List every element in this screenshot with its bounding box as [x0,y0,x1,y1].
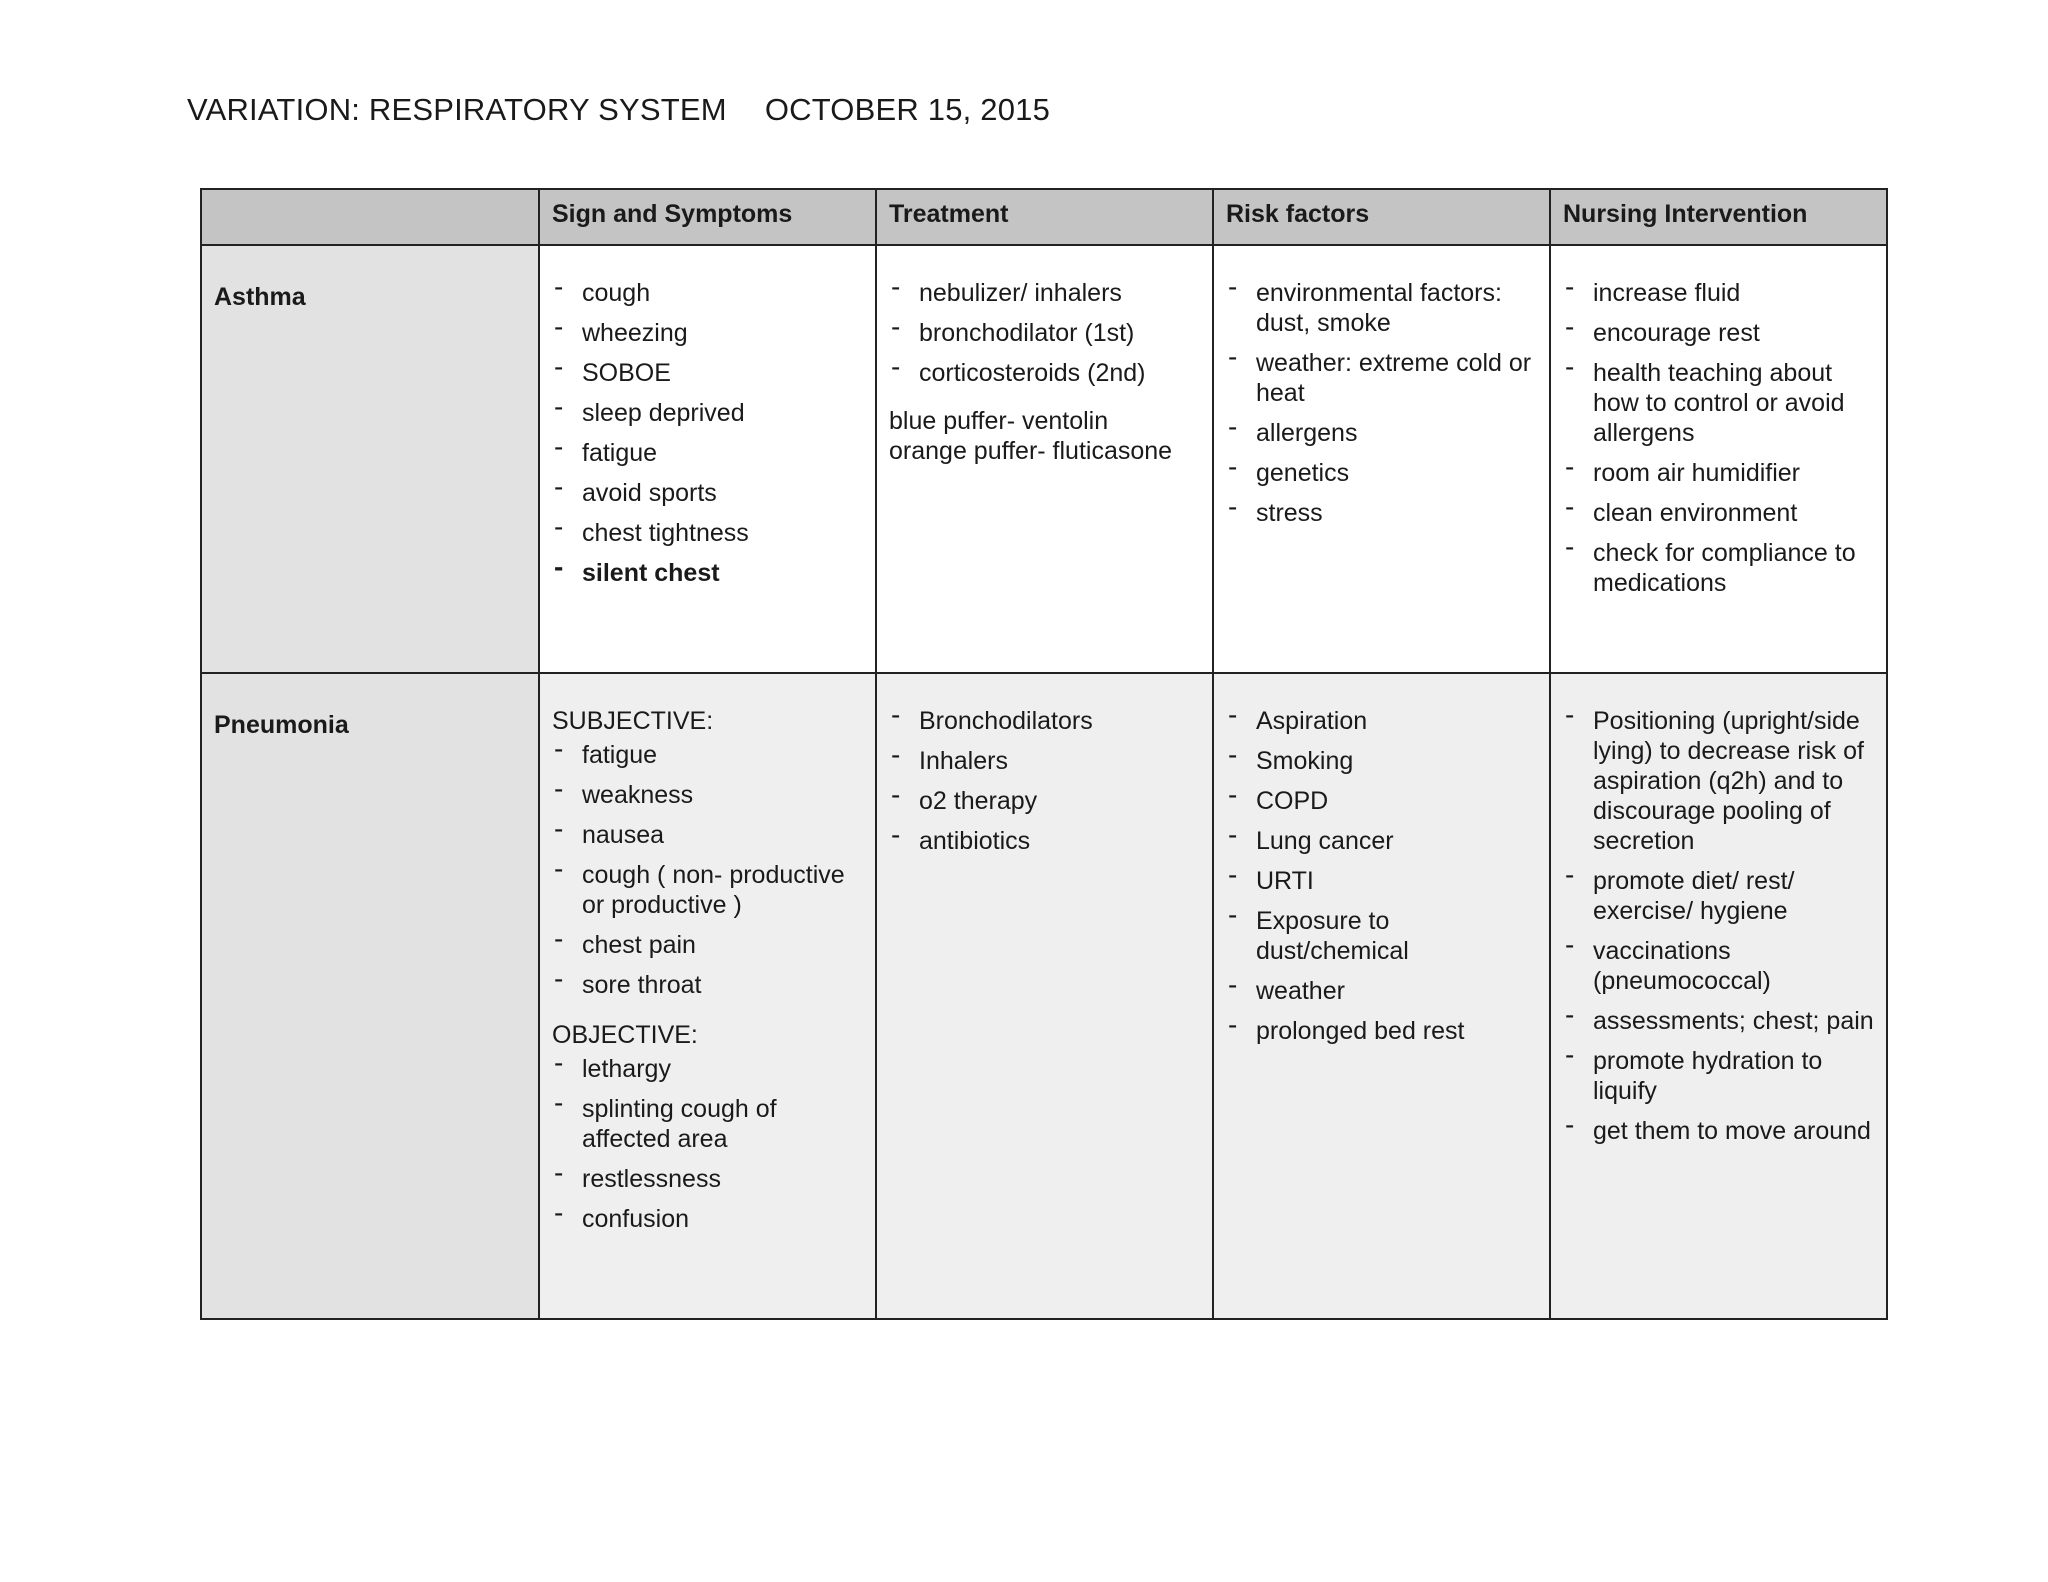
risk-list [1226,278,1541,528]
list-item: - promote hydration to liquify [1563,1046,1878,1106]
title-date: OCTOBER 15, 2015 [764,92,1051,127]
list-item: - fatigue [552,740,867,770]
signs-list [552,278,867,588]
list-item: - splinting cough of affected area [552,1094,867,1154]
objective-list [552,1054,867,1234]
list-item: - nausea [552,820,867,850]
list-item: - restlessness [552,1164,867,1194]
list-item: - Exposure to dust/chemical [1226,906,1541,966]
list-item: - o2 therapy [889,786,1204,816]
header-signs: Sign and Symptoms [539,189,876,245]
list-item: - promote diet/ rest/ exercise/ hygiene [1563,866,1878,926]
list-item: - SOBOE [552,358,867,388]
list-item: - Aspiration [1226,706,1541,736]
list-item: - avoid sports [552,478,867,508]
treatment-cell [876,245,1213,673]
subjective-label: SUBJECTIVE: [552,707,714,735]
list-item: - clean environment [1563,498,1878,528]
list-item: - COPD [1226,786,1541,816]
nursing-cell [1550,673,1887,1319]
list-item: - sore throat [552,970,867,1000]
treatment-cell [876,673,1213,1319]
list-item: - silent chest [552,558,867,588]
table-row-pneumonia [201,673,1887,1319]
puffer-notes [889,406,1204,466]
signs-cell [539,245,876,673]
list-item: - wheezing [552,318,867,348]
table-header-row [201,189,1887,245]
list-item: - room air humidifier [1563,458,1878,488]
list-item: - sleep deprived [552,398,867,428]
list-item: - URTI [1226,866,1541,896]
list-item: - confusion [552,1204,867,1234]
title-subject: VARIATION: RESPIRATORY SYSTEM [187,92,727,127]
disease-table [200,188,1888,1320]
list-item: - allergens [1226,418,1541,448]
list-item: - nebulizer/ inhalers [889,278,1204,308]
disease-name: Pneumonia [201,673,539,1319]
list-item: - antibiotics [889,826,1204,856]
list-item: - Inhalers [889,746,1204,776]
nursing-list [1563,278,1878,598]
signs-cell [539,673,876,1319]
risk-list [1226,706,1541,1046]
header-treatment: Treatment [876,189,1213,245]
list-item: - health teaching about how to control or avoid allergens [1563,358,1878,448]
list-item: - prolonged bed rest [1226,1016,1541,1046]
list-item: - increase fluid [1563,278,1878,308]
list-item: - corticosteroids (2nd) [889,358,1204,388]
list-item: - fatigue [552,438,867,468]
list-item: - genetics [1226,458,1541,488]
list-item: - check for compliance to medications [1563,538,1878,598]
list-item: - Bronchodilators [889,706,1204,736]
list-item: - stress [1226,498,1541,528]
risk-cell [1213,673,1550,1319]
list-item: - chest pain [552,930,867,960]
table-row-asthma [201,245,1887,673]
list-item: - lethargy [552,1054,867,1084]
header-nursing: Nursing Intervention [1550,189,1887,245]
list-item: - weather [1226,976,1541,1006]
list-item: - get them to move around [1563,1116,1878,1146]
risk-cell [1213,245,1550,673]
nursing-cell [1550,245,1887,673]
list-item: - environmental factors: dust, smoke [1226,278,1541,338]
list-item: - chest tightness [552,518,867,548]
list-item: - cough ( non- productive or productive ) [552,860,867,920]
list-item: - assessments; chest; pain [1563,1006,1878,1036]
list-item: - vaccinations (pneumococcal) [1563,936,1878,996]
treatment-list [889,706,1204,856]
list-item: - weakness [552,780,867,810]
disease-name: Asthma [201,245,539,673]
list-item: - Positioning (upright/side lying) to decrease risk of aspiration (q2h) and to discourage pooling of secretion [1563,706,1878,856]
puffer-note: orange puffer- fluticasone [889,437,1173,465]
header-risk: Risk factors [1213,189,1550,245]
list-item: - Smoking [1226,746,1541,776]
objective-label: OBJECTIVE: [552,1021,698,1049]
list-item: - encourage rest [1563,318,1878,348]
list-item: - bronchodilator (1st) [889,318,1204,348]
list-item: - Lung cancer [1226,826,1541,856]
subjective-list [552,740,867,1000]
list-item: - weather: extreme cold or heat [1226,348,1541,408]
puffer-note: blue puffer- ventolin [889,407,1109,435]
disease-table-container [200,188,1886,1320]
list-item: - cough [552,278,867,308]
treatment-list [889,278,1204,388]
page-title [187,92,1050,128]
nursing-list [1563,706,1878,1146]
header-blank [201,189,539,245]
